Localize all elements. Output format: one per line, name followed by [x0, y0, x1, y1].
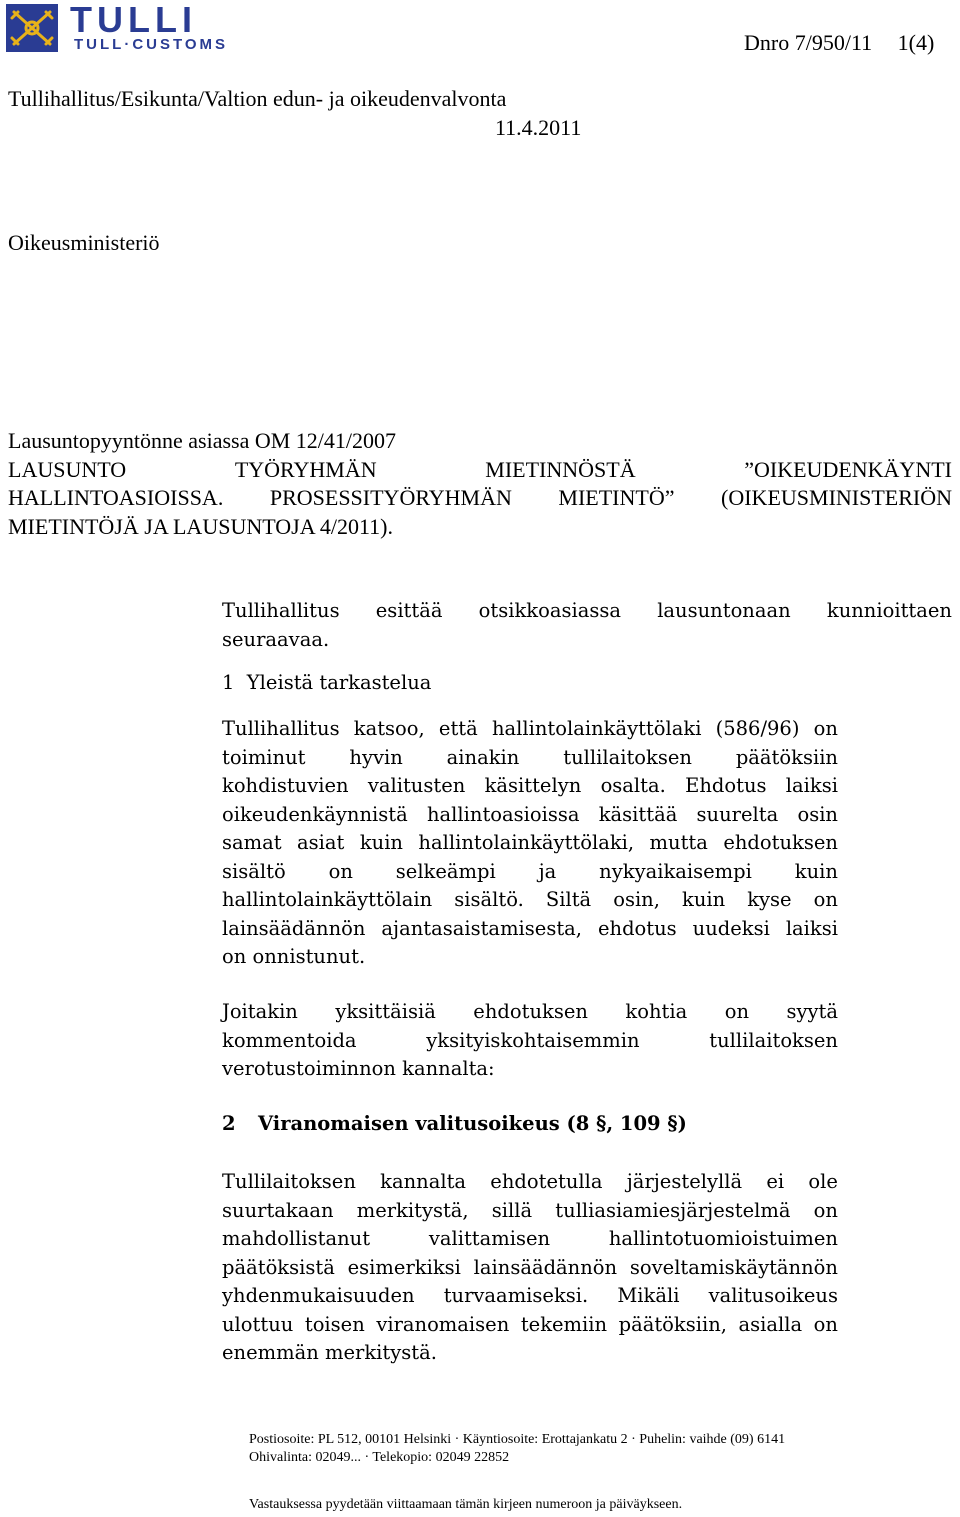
section-2-paragraph: [222, 1168, 838, 1368]
word: on: [328, 859, 353, 883]
word: HALLINTOASIOISSA.: [8, 485, 224, 510]
word: esimerkiksi: [347, 1255, 461, 1279]
word: laiksi: [785, 774, 838, 797]
dnro-text: Dnro 7/950/11: [744, 30, 873, 55]
word: päätöksistä: [222, 1255, 335, 1279]
word: Tullihallitus: [222, 717, 340, 740]
footer-note: Vastauksessa pyydetään viittaamaan tämän kirjeen numeroon ja päiväykseen.: [249, 1497, 683, 1512]
paragraph-line: verotustoiminnon kannalta:: [222, 1057, 495, 1080]
word: hallintolainkäyttölain: [222, 888, 433, 911]
word: MIETINTÖ”: [558, 485, 675, 510]
word: ”OIKEUDENKÄYNTI: [744, 456, 952, 482]
paragraph-line: [222, 1282, 838, 1311]
word: käsittää: [598, 802, 678, 826]
recipient: Oikeusministeriö: [8, 230, 160, 255]
paragraph-line: [222, 715, 838, 744]
customs-emblem-logo: [6, 4, 58, 52]
word: Siltä: [545, 888, 592, 911]
word: sillä: [491, 1198, 533, 1222]
section-title: Viranomaisen valitusoikeus (8 §, 109 §): [258, 1112, 687, 1135]
word: lainsäädännön: [473, 1255, 618, 1279]
word: ja: [538, 859, 557, 883]
paragraph-line: [222, 801, 838, 830]
word: tullilaitoksen: [709, 1028, 838, 1052]
paragraph-line: [222, 858, 838, 887]
word: Joitakin: [222, 1000, 298, 1023]
word: valitusten: [367, 774, 466, 797]
word: tullilaitoksen: [563, 745, 692, 769]
word: järjestelyllä: [626, 1170, 743, 1193]
section-1-paragraph-2: [222, 998, 838, 1084]
word: ajantasaistamisesta,: [381, 916, 583, 940]
word: ei: [766, 1170, 785, 1193]
word: päätöksiin,: [618, 1312, 727, 1336]
paragraph-line: [222, 829, 838, 858]
word: soveltamiskäytännön: [629, 1255, 838, 1279]
word: kohdistuvien: [222, 774, 349, 797]
emblem-icon: [6, 4, 58, 52]
word: kannalta: [380, 1170, 467, 1193]
logo-subtitle: TULL·CUSTOMS: [74, 36, 229, 53]
word: ulottuu: [222, 1312, 294, 1336]
footer-phone: Ohivalinta: 02049... · Telekopio: 02049 22852: [249, 1450, 510, 1465]
word: LAUSUNTO: [8, 456, 127, 482]
paragraph-line: [222, 1225, 838, 1254]
word: yhdenmukaisuuden: [222, 1284, 415, 1307]
word: toisen: [304, 1312, 365, 1336]
word: MIETINNÖSTÄ: [485, 456, 636, 482]
paragraph-line: [222, 915, 838, 944]
word: on: [724, 1000, 750, 1023]
word: on: [813, 717, 838, 740]
paragraph-line: [222, 1254, 838, 1283]
word: laiksi: [785, 916, 838, 940]
word: ehdotuksen: [723, 831, 838, 854]
word: hallintoasioissa: [426, 802, 580, 826]
word: osalta.: [600, 774, 666, 797]
word: yksittäisiä: [335, 1000, 436, 1023]
word: ainakin: [446, 745, 520, 769]
section-1-paragraph-1: [222, 715, 838, 972]
word: viranomaisen: [376, 1312, 510, 1336]
paragraph-line: [222, 998, 838, 1027]
word: kyse: [747, 888, 792, 911]
word: esittää: [375, 599, 443, 622]
word: osin,: [613, 888, 660, 911]
word: kommentoida: [222, 1028, 357, 1052]
word: asialla: [738, 1312, 803, 1336]
word: kohtia: [625, 1000, 688, 1023]
word: suurelta: [696, 802, 779, 826]
word: hallintotuomioistuimen: [608, 1227, 838, 1250]
sender-line: Tullihallitus/Esikunta/Valtion edun- ja oikeudenvalvonta: [8, 86, 507, 111]
word: (586/96): [715, 717, 800, 740]
word: ehdotetulla: [490, 1170, 603, 1193]
logo-wordmark: TULLI: [70, 0, 197, 40]
paragraph-line: [222, 597, 952, 626]
document-date: 11.4.2011: [495, 115, 582, 140]
word: ehdotus: [597, 916, 677, 940]
subject-line: MIETINTÖJÄ JA LAUSUNTOJA 4/2011).: [8, 513, 393, 539]
word: kuin: [359, 831, 403, 854]
word: kuin: [682, 888, 726, 911]
document-number: [744, 30, 934, 56]
section-2-heading: [222, 1110, 687, 1138]
paragraph-line: [222, 1168, 838, 1197]
word: tekemiin: [520, 1312, 608, 1336]
paragraph-line: [222, 744, 838, 773]
subject-line: Lausuntopyyntönne asiassa OM 12/41/2007: [8, 428, 397, 453]
word: PROSESSITYÖRYHMÄN: [269, 485, 512, 510]
word: valitusoikeus: [708, 1284, 838, 1307]
word: yksityiskohtaisemmin: [426, 1028, 640, 1052]
word: sisältö: [222, 859, 286, 883]
word: suurtakaan: [222, 1198, 334, 1222]
paragraph-line: [222, 1027, 838, 1056]
word: oikeudenkäynnistä: [222, 802, 408, 826]
word: otsikkoasiassa: [478, 599, 621, 622]
paragraph-line: [222, 772, 838, 801]
subject-line: [8, 484, 952, 513]
word: lainsäädännön: [222, 916, 366, 940]
section-1-heading: 1 Yleistä tarkastelua: [222, 671, 432, 694]
word: syytä: [786, 1000, 838, 1023]
word: on: [813, 1198, 838, 1222]
word: hallintolainkäyttölaki,: [418, 831, 635, 854]
word: Ehdotus: [685, 774, 767, 797]
paragraph-line: [222, 1197, 838, 1226]
word: Tullihallitus: [222, 599, 340, 622]
footer-address: Postiosoite: PL 512, 00101 Helsinki · Käyntiosoite: Erottajankatu 2 · Puhelin: vaihde (09) 6141: [249, 1432, 786, 1447]
word: sisältö.: [454, 888, 524, 911]
subject-block: [8, 427, 952, 541]
word: ehdotuksen: [473, 1000, 588, 1023]
intro-paragraph: [222, 597, 952, 654]
word: mahdollistanut: [222, 1227, 371, 1250]
word: katsoo,: [353, 717, 425, 740]
word: on: [813, 888, 838, 911]
section-number: 2: [222, 1112, 236, 1135]
page-count: 1(4): [897, 30, 935, 55]
word: kuin: [794, 859, 838, 883]
word: merkitystä,: [356, 1198, 469, 1222]
word: TYÖRYHMÄN: [234, 456, 377, 482]
word: Tullilaitoksen: [222, 1170, 356, 1193]
word: mutta: [649, 831, 708, 854]
word: toiminut: [222, 745, 306, 769]
word: (OIKEUSMINISTERIÖN: [721, 485, 952, 510]
paragraph-line: on onnistunut.: [222, 945, 366, 968]
word: että: [438, 717, 478, 740]
paragraph-line: enemmän merkitystä.: [222, 1341, 437, 1364]
word: on: [813, 1312, 838, 1336]
word: selkeämpi: [395, 859, 496, 883]
word: asiat: [297, 831, 345, 854]
paragraph-line: [222, 1311, 838, 1340]
word: valittamisen: [428, 1227, 551, 1250]
word: käsittelyn: [484, 774, 582, 797]
word: ole: [808, 1170, 838, 1193]
subject-line: [8, 456, 952, 485]
word: hallintolainkäyttölaki: [491, 717, 702, 740]
word: samat: [222, 831, 282, 854]
word: nykyaikaisempi: [599, 859, 752, 883]
paragraph-line: seuraavaa.: [222, 627, 330, 651]
word: uudeksi: [692, 916, 770, 940]
word: päätöksiin: [735, 745, 838, 769]
paragraph-line: [222, 886, 838, 915]
word: turvaamiseksi.: [443, 1284, 589, 1307]
word: osin: [797, 802, 838, 826]
word: Mikäli: [617, 1284, 680, 1307]
word: kunnioittaen: [826, 599, 952, 622]
word: lausuntonaan: [657, 599, 791, 622]
word: hyvin: [349, 745, 403, 769]
word: tulliasiamiesjärjestelmä: [555, 1198, 791, 1222]
